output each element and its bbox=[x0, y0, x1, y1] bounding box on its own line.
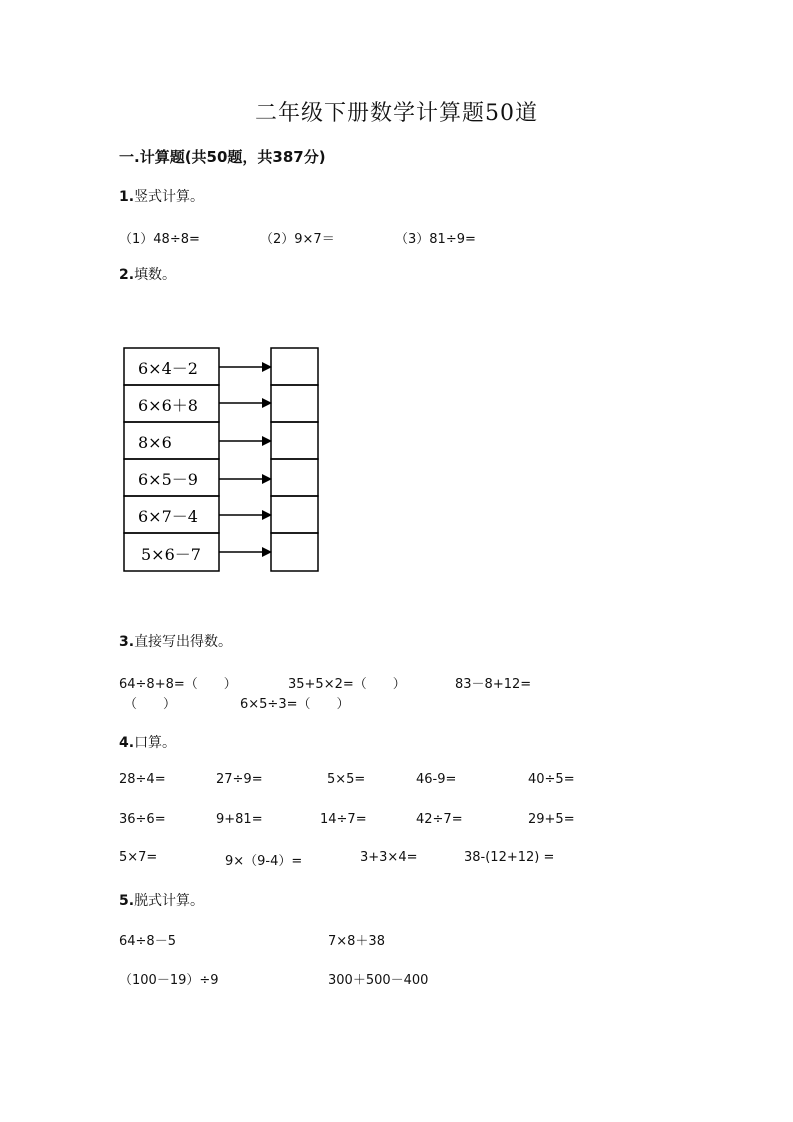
q4-item: 42÷7= bbox=[416, 812, 463, 827]
q4-item: 36÷6= bbox=[119, 812, 166, 827]
question-number: 1. bbox=[119, 189, 135, 205]
q4-item: 9×（9-4）= bbox=[225, 854, 303, 869]
answer-box-4[interactable] bbox=[271, 459, 318, 496]
q3-item-1: 64÷8+8=（ ） bbox=[119, 677, 237, 692]
q4-item: 5×5= bbox=[327, 772, 366, 787]
q4-item: 38-(12+12) = bbox=[464, 850, 555, 865]
q3-item-3: 83－8+12= bbox=[455, 677, 532, 692]
q3-item-4: 6×5÷3=（ ） bbox=[240, 697, 350, 712]
q5-item-2: 7×8＋38 bbox=[328, 934, 385, 949]
question-text: 口算。 bbox=[134, 735, 177, 751]
q1-item-3: （3）81÷9= bbox=[395, 232, 476, 247]
expression-box-3 bbox=[124, 422, 219, 459]
q4-item: 27÷9= bbox=[216, 772, 263, 787]
q4-item: 3+3×4= bbox=[360, 850, 418, 865]
question-text: 脱式计算。 bbox=[134, 893, 205, 909]
expression-label: 6×6＋8 bbox=[138, 396, 198, 415]
expression-box-1 bbox=[124, 348, 219, 385]
question-3-heading bbox=[119, 631, 232, 651]
question-number: 4. bbox=[119, 735, 135, 751]
q4-item: 46-9= bbox=[416, 772, 457, 787]
answer-box-6[interactable] bbox=[271, 533, 318, 571]
q4-item: 29+5= bbox=[528, 812, 575, 827]
q5-item-3: （100－19）÷9 bbox=[119, 973, 219, 988]
q4-item: 40÷5= bbox=[528, 772, 575, 787]
expression-label: 6×4－2 bbox=[138, 359, 198, 378]
answer-box-3[interactable] bbox=[271, 422, 318, 459]
expression-label: 6×7－4 bbox=[138, 507, 198, 526]
q3-item-3-answer: （ ） bbox=[124, 697, 177, 712]
page-title: 二年级下册数学计算题50道 bbox=[255, 101, 538, 126]
question-number: 3. bbox=[119, 634, 135, 650]
expression-label: 5×6－7 bbox=[141, 545, 201, 564]
expression-box-5 bbox=[124, 496, 219, 533]
answer-box-5[interactable] bbox=[271, 496, 318, 533]
question-text: 填数。 bbox=[134, 267, 177, 283]
section-heading: 一.计算题(共50题，共387分) bbox=[119, 148, 326, 166]
question-4-heading bbox=[119, 732, 176, 752]
q1-item-2: （2）9×7＝ bbox=[260, 232, 335, 247]
question-number: 5. bbox=[119, 893, 135, 909]
q4-item: 5×7= bbox=[119, 850, 158, 865]
question-5-heading bbox=[119, 890, 204, 910]
expression-label: 6×5－9 bbox=[138, 470, 198, 489]
expression-box-6 bbox=[124, 533, 219, 571]
q3-item-2: 35+5×2=（ ） bbox=[288, 677, 406, 692]
question-number: 2. bbox=[119, 267, 135, 283]
answer-box-1[interactable] bbox=[271, 348, 318, 385]
expression-label: 8×6 bbox=[138, 433, 172, 452]
q5-item-1: 64÷8－5 bbox=[119, 934, 176, 949]
q4-item: 14÷7= bbox=[320, 812, 367, 827]
question-text: 直接写出得数。 bbox=[134, 634, 233, 650]
q4-item: 9+81= bbox=[216, 812, 263, 827]
q1-item-1: （1）48÷8= bbox=[119, 232, 200, 247]
answer-box-2[interactable] bbox=[271, 385, 318, 422]
question-text: 竖式计算。 bbox=[134, 189, 205, 205]
expression-box-2 bbox=[124, 385, 219, 422]
q4-item: 28÷4= bbox=[119, 772, 166, 787]
expression-box-4 bbox=[124, 459, 219, 496]
q5-item-4: 300＋500－400 bbox=[328, 973, 429, 988]
